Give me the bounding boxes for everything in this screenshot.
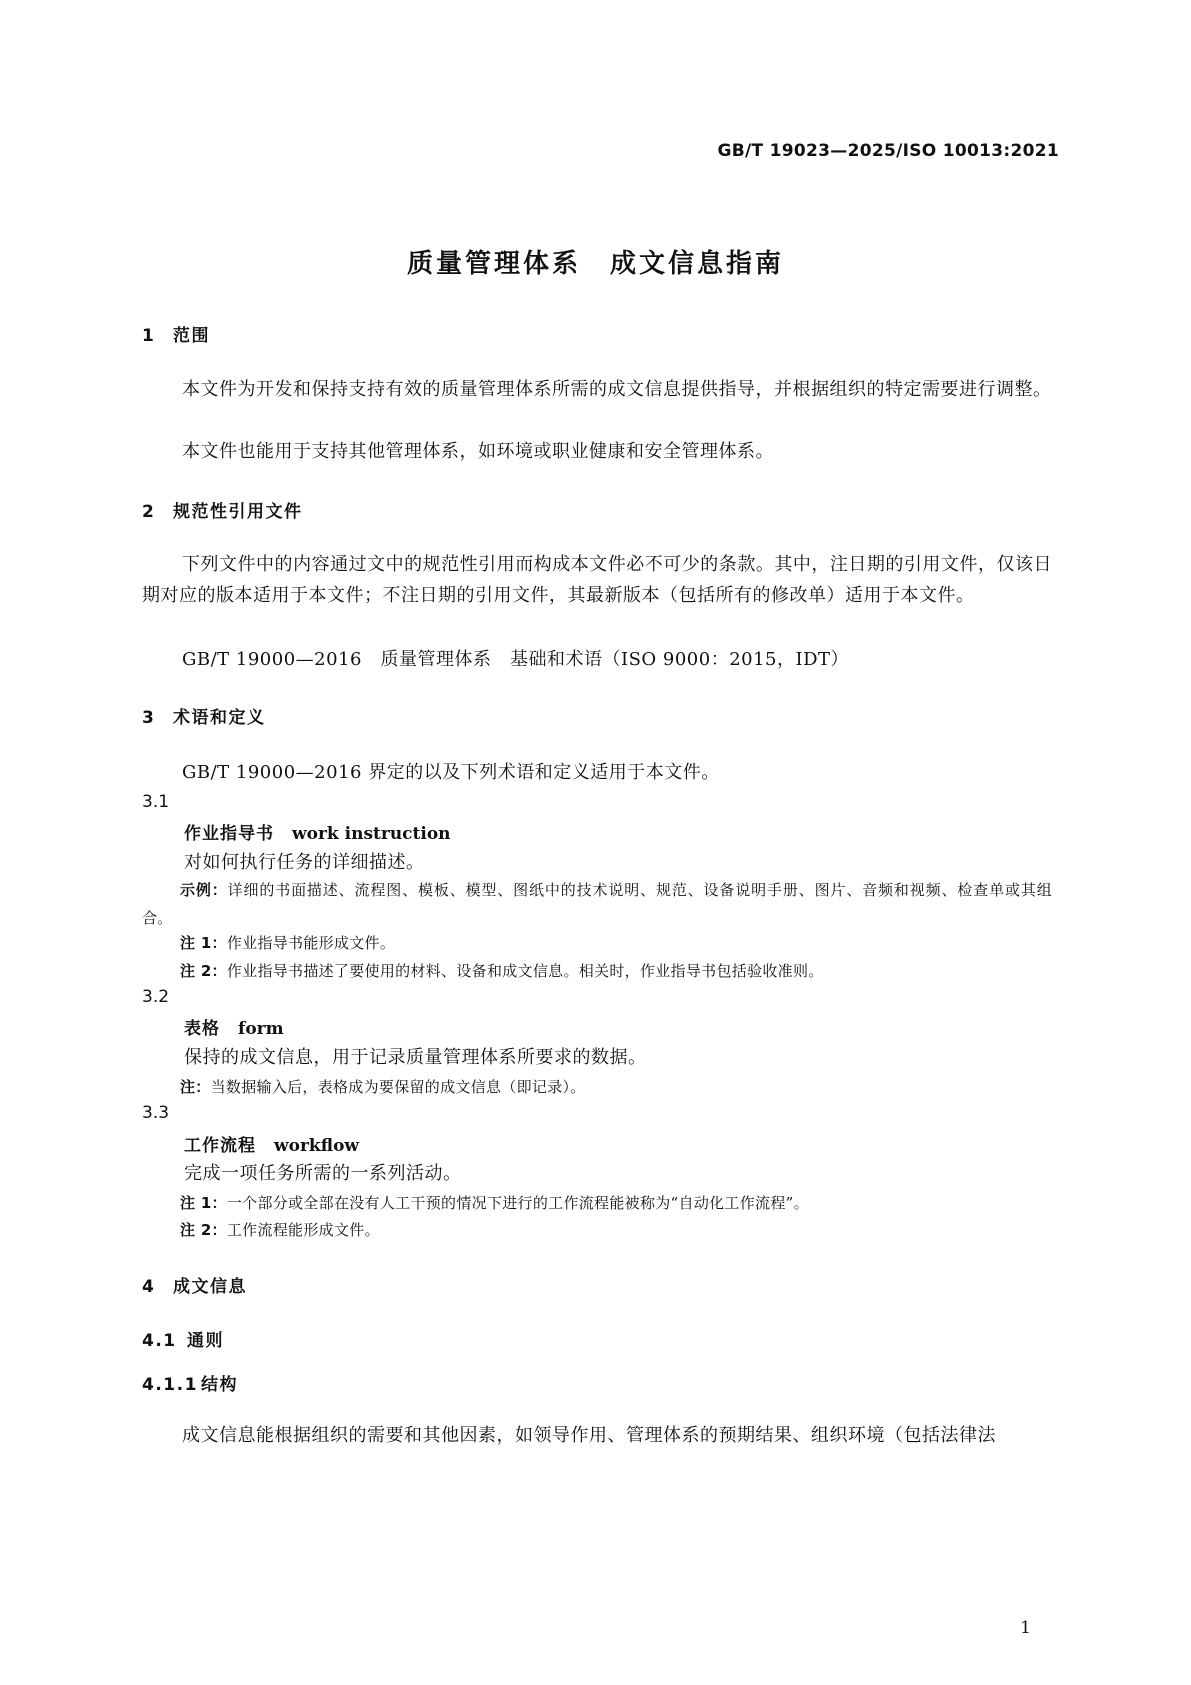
note-text: 当数据输入后，表格成为要保留的成文信息（即记录）。 [210, 1078, 586, 1096]
section-4-1-1-paragraph: 成文信息能根据组织的需要和其他因素，如领导作用、管理体系的预期结果、组织环境（包括法律法 [182, 1425, 996, 1446]
section-4-1-heading [142, 1326, 224, 1351]
section-4-1-1-heading [142, 1370, 238, 1395]
section-4-heading [142, 1272, 247, 1297]
section-number: 3 [142, 708, 156, 728]
section-title: 规范性引用文件 [173, 502, 303, 522]
section-1-paragraph-2: 本文件也能用于支持其他管理体系，如环境或职业健康和安全管理体系。 [182, 441, 774, 462]
term-definition: 对如何执行任务的详细描述。 [184, 852, 425, 873]
note-text: 作业指导书能形成文件。 [226, 934, 396, 952]
note-label: 注 2： [180, 962, 227, 980]
note-text: 一个部分或全部在没有人工干预的情况下进行的工作流程能被称为“自动化工作流程”。 [226, 1194, 809, 1212]
section-number: 2 [142, 502, 156, 522]
term-zh: 工作流程 [184, 1136, 256, 1156]
standard-code: GB/T 19023—2025/ISO 10013:2021 [717, 141, 1059, 161]
note-label: 注 1： [180, 1194, 227, 1212]
section-2-heading [142, 497, 303, 522]
section-number: 4.1.1 [142, 1375, 198, 1395]
term-note-1 [180, 1192, 809, 1213]
term-number: 3.2 [142, 987, 170, 1007]
section-title: 通则 [187, 1331, 224, 1351]
term-en: work instruction [292, 824, 451, 844]
note-text: 工作流程能形成文件。 [226, 1221, 380, 1239]
term-number: 3.1 [142, 792, 170, 812]
section-title: 成文信息 [173, 1277, 247, 1297]
section-title: 结构 [201, 1375, 238, 1395]
term-note-2 [180, 1219, 380, 1240]
term-number: 3.3 [142, 1103, 170, 1123]
example-text: 详细的书面描述、流程图、模板、模型、图纸中的技术说明、规范、设备说明手册、图片、音频和视频、检查单或其组合。 [142, 881, 1053, 927]
note-label: 注 2： [180, 1221, 227, 1239]
term-heading [184, 1014, 284, 1039]
section-title: 范围 [173, 326, 210, 346]
note-text: 作业指导书描述了要使用的材料、设备和成文信息。相关时，作业指导书包括验收准则。 [226, 962, 824, 980]
term-definition: 保持的成文信息，用于记录质量管理体系所要求的数据。 [184, 1047, 647, 1068]
section-1-paragraph-1: 本文件为开发和保持支持有效的质量管理体系所需的成文信息提供指导，并根据组织的特定需要进行调整。 [182, 379, 1052, 400]
term-heading [184, 819, 451, 844]
section-3-intro: GB/T 19000—2016 界定的以及下列术语和定义适用于本文件。 [182, 762, 720, 783]
example-label: 示例： [180, 881, 228, 899]
section-2-paragraph-1: 下列文件中的内容通过文中的规范性引用而构成本文件必不可少的条款。其中，注日期的引用文件，仅该日期对应的版本适用于本文件；不注日期的引用文件，其最新版本（包括所有的修改单）适用于本文件。 [142, 554, 1052, 606]
term-note-2 [180, 960, 824, 981]
note-label: 注： [180, 1078, 211, 1096]
section-title: 术语和定义 [173, 708, 266, 728]
term-zh: 作业指导书 [184, 824, 274, 844]
section-number: 1 [142, 326, 156, 346]
section-number: 4.1 [142, 1331, 177, 1351]
term-example [142, 876, 1052, 932]
document-title: 质量管理体系 成文信息指南 [406, 249, 784, 279]
term-heading [184, 1131, 359, 1156]
term-en: form [238, 1019, 284, 1039]
term-note [180, 1076, 586, 1097]
term-note-1 [180, 932, 395, 953]
page-number: 1 [1020, 1618, 1031, 1638]
term-zh: 表格 [184, 1019, 220, 1039]
normative-reference: GB/T 19000—2016 质量管理体系 基础和术语（ISO 9000：2015，IDT） [182, 649, 850, 670]
section-3-heading [142, 703, 266, 728]
term-definition: 完成一项任务所需的一系列活动。 [184, 1163, 462, 1184]
term-en: workflow [274, 1136, 360, 1156]
section-1-heading [142, 321, 210, 346]
section-number: 4 [142, 1277, 156, 1297]
note-label: 注 1： [180, 934, 227, 952]
